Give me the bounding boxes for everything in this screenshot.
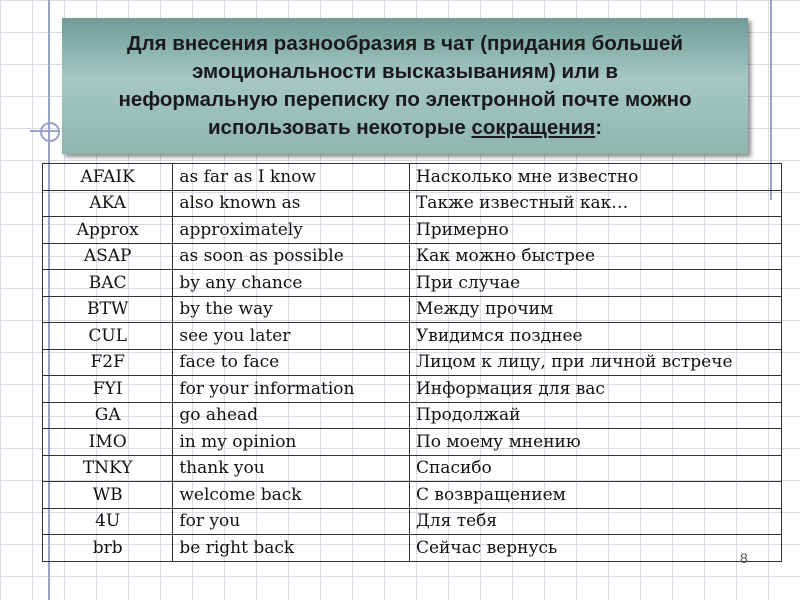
abbreviation-cell: TNKY <box>43 455 173 482</box>
slide-title <box>118 30 691 142</box>
abbreviation-cell: ASAP <box>43 243 173 270</box>
abbreviation-cell: GA <box>43 402 173 429</box>
table-row <box>43 455 782 482</box>
abbreviations-table <box>42 163 782 562</box>
russian-translation-cell: При случае <box>409 270 781 297</box>
english-meaning-cell: for your information <box>173 376 410 403</box>
table-row <box>43 217 782 244</box>
russian-translation-cell: Как можно быстрее <box>409 243 781 270</box>
russian-translation-cell: Увидимся позднее <box>409 323 781 350</box>
english-meaning-cell: be right back <box>173 535 410 562</box>
decorative-circle-icon <box>40 122 60 142</box>
table-row <box>43 349 782 376</box>
table-row <box>43 270 782 297</box>
russian-translation-cell: Примерно <box>409 217 781 244</box>
russian-translation-cell: Информация для вас <box>409 376 781 403</box>
abbreviation-cell: BAC <box>43 270 173 297</box>
table-row <box>43 535 782 562</box>
russian-translation-cell: Спасибо <box>409 455 781 482</box>
english-meaning-cell: face to face <box>173 349 410 376</box>
abbreviation-cell: IMO <box>43 429 173 456</box>
table-row <box>43 482 782 509</box>
table-row <box>43 164 782 191</box>
abbreviation-cell: brb <box>43 535 173 562</box>
abbreviation-cell: WB <box>43 482 173 509</box>
english-meaning-cell: in my opinion <box>173 429 410 456</box>
russian-translation-cell: Для тебя <box>409 508 781 535</box>
title-line-2: эмоциональности высказываниям) или в <box>192 60 618 83</box>
title-line-4-suffix: : <box>595 116 603 139</box>
title-line-1: Для внесения разнообразия в чат (придания большей <box>126 32 684 55</box>
table-row <box>43 323 782 350</box>
english-meaning-cell: thank you <box>173 455 410 482</box>
english-meaning-cell: go ahead <box>173 402 410 429</box>
abbreviation-cell: Approx <box>43 217 173 244</box>
slide-title-box <box>62 18 748 154</box>
title-line-3: неформальную переписку по электронной почте можно <box>118 88 692 111</box>
abbreviation-cell: F2F <box>43 349 173 376</box>
russian-translation-cell: Лицом к лицу, при личной встрече <box>409 349 781 376</box>
table-row <box>43 376 782 403</box>
abbreviation-cell: CUL <box>43 323 173 350</box>
english-meaning-cell: by any chance <box>173 270 410 297</box>
abbreviation-cell: AFAIK <box>43 164 173 191</box>
title-underlined-word: сокращения <box>471 116 596 139</box>
abbreviation-cell: AKA <box>43 190 173 217</box>
abbreviation-cell: BTW <box>43 296 173 323</box>
russian-translation-cell: С возвращением <box>409 482 781 509</box>
english-meaning-cell: as far as I know <box>173 164 410 191</box>
russian-translation-cell: Сейчас вернусь <box>409 535 781 562</box>
table-row <box>43 508 782 535</box>
english-meaning-cell: see you later <box>173 323 410 350</box>
english-meaning-cell: as soon as possible <box>173 243 410 270</box>
russian-translation-cell: Между прочим <box>409 296 781 323</box>
table-row <box>43 296 782 323</box>
russian-translation-cell: По моему мнению <box>409 429 781 456</box>
table-row <box>43 429 782 456</box>
english-meaning-cell: by the way <box>173 296 410 323</box>
table-row <box>43 243 782 270</box>
english-meaning-cell: approximately <box>173 217 410 244</box>
russian-translation-cell: Также известный как… <box>409 190 781 217</box>
english-meaning-cell: welcome back <box>173 482 410 509</box>
russian-translation-cell: Продолжай <box>409 402 781 429</box>
abbreviation-cell: FYI <box>43 376 173 403</box>
english-meaning-cell: also known as <box>173 190 410 217</box>
table-row <box>43 190 782 217</box>
title-line-4-prefix: использовать некоторые <box>207 116 472 139</box>
russian-translation-cell: Насколько мне известно <box>409 164 781 191</box>
abbreviation-cell: 4U <box>43 508 173 535</box>
english-meaning-cell: for you <box>173 508 410 535</box>
table-row <box>43 402 782 429</box>
page-number: 8 <box>740 550 748 566</box>
